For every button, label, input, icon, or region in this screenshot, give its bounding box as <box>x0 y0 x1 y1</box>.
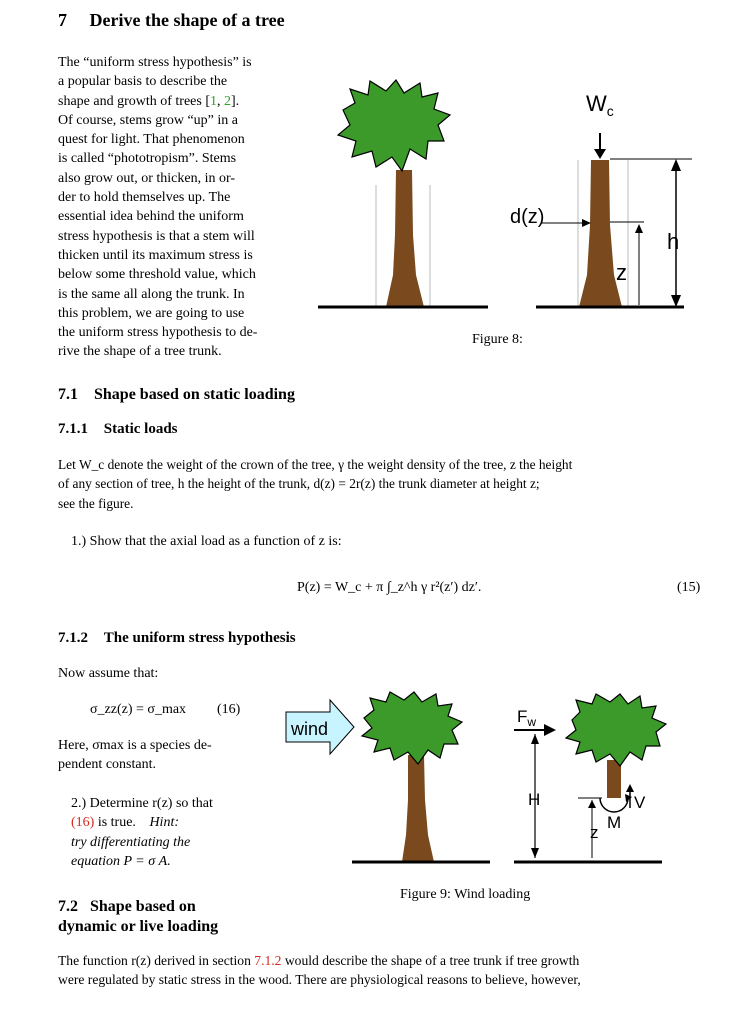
H-arrow-bottom <box>531 848 539 858</box>
trunk-wind-right <box>607 760 621 798</box>
question-2: 2.) Determine r(z) so that (16) is true. Hint: try differentiating the equation P = σ A. <box>71 796 213 869</box>
tree-left-illustration <box>338 80 450 307</box>
intro-line: this problem, we are going to use <box>58 305 245 321</box>
h-arrow-bottom <box>671 295 681 307</box>
intro-line-with-citation: shape and growth of trees [1, 2]. <box>58 93 240 109</box>
H-label: H <box>528 790 541 809</box>
intro-line: essential idea behind the uniform <box>58 209 244 225</box>
intro-line: der to hold themselves up. The <box>58 190 231 206</box>
citation-2[interactable]: 2 <box>224 93 232 109</box>
subsubsection-number: 7.1.2 <box>58 630 88 646</box>
section-title: Derive the shape of a tree <box>89 10 285 30</box>
subsubsection-title: The uniform stress hypothesis <box>103 630 296 646</box>
figure-8-caption: Figure 8: <box>472 332 523 347</box>
wc-label: $W_c$ <box>586 91 614 119</box>
trunk-wind-left <box>402 755 434 862</box>
crown-left <box>338 80 450 171</box>
fw-label: $F_w$ <box>517 707 537 729</box>
z-wind-label: z <box>590 823 599 842</box>
subsection-number: 7.1 <box>58 386 78 403</box>
intro-line: Of course, stems grow “up” in a <box>58 112 239 128</box>
subsection-7-2-heading: 7.2 Shape based on dynamic or live loading <box>58 898 219 935</box>
figure-9-caption: Figure 9: Wind loading <box>400 887 531 902</box>
dz-label: d(z) <box>510 206 545 228</box>
figure-8 <box>310 75 710 320</box>
intro-line: thicken until its maximum stress is <box>58 247 253 263</box>
V-label: V <box>634 793 646 812</box>
paragraph-line: see the figure. <box>58 495 134 511</box>
static-loads-paragraph <box>58 455 718 513</box>
dz-arrow <box>582 219 591 227</box>
sigma-max-note: Here, σmax is a species de- pendent constant. <box>58 738 212 773</box>
fw-arrowhead <box>544 724 556 736</box>
crown-wind-left <box>362 692 462 764</box>
figure-9 <box>282 690 672 870</box>
H-arrow-top <box>531 734 539 744</box>
M-label: M <box>607 813 622 832</box>
intro-paragraph <box>58 53 295 362</box>
subsubsection-7-1-2-heading <box>58 630 296 647</box>
equation-15-number: (15) <box>677 580 701 595</box>
equation-16-number: (16) <box>217 702 241 717</box>
intro-line: The “uniform stress hypothesis” is <box>58 55 252 70</box>
section-7-1-2-link[interactable]: 7.1.2 <box>254 953 282 968</box>
crown-wind-right <box>566 694 666 766</box>
intro-line: is the same all along the trunk. In <box>58 286 245 302</box>
question-1: 1.) Show that the axial load as a function of z is: <box>71 534 342 549</box>
citation-1[interactable]: 1 <box>210 93 218 109</box>
subsubsection-title: Static loads <box>103 421 178 437</box>
z-label: z <box>616 260 627 285</box>
equation-15: P(z) = W_c + π ∫_z^h γ r²(z′) dz′. <box>297 580 482 595</box>
intro-line: also grow out, or thicken, in or- <box>58 170 236 186</box>
section-number: 7 <box>58 10 67 30</box>
dynamic-loading-paragraph: The function r(z) derived in section 7.1.2 would describe the shape of a tree trunk if tree growth were regulated by static stress in the wood. There are physiological reasons to believe, however, <box>58 953 581 988</box>
intro-line: rive the shape of a tree trunk. <box>58 344 222 360</box>
intro-line: is called “phototropism”. Stems <box>58 151 237 167</box>
wind-tree-right <box>566 694 666 798</box>
z-wind-arrow <box>588 800 596 808</box>
paragraph-line: Let W_c denote the weight of the crown of the tree, γ the weight density of the tree, z the height <box>58 457 573 472</box>
intro-line: below some threshold value, which <box>58 267 256 283</box>
subsubsection-number: 7.1.1 <box>58 421 88 437</box>
subsection-number: 7.2 <box>58 898 78 915</box>
z-arrow <box>635 224 643 233</box>
intro-line: the uniform stress hypothesis to de- <box>58 325 258 341</box>
section-heading <box>58 10 285 31</box>
h-arrow-top <box>671 159 681 171</box>
subsection-title: Shape based on static loading <box>94 386 295 403</box>
moment-arc <box>600 798 628 812</box>
assume-text: Now assume that: <box>58 666 159 681</box>
wc-arrowhead <box>594 149 606 159</box>
paragraph-line: of any section of tree, h the height of the trunk, d(z) = 2r(z) the trunk diameter at height z; <box>58 476 540 492</box>
subsubsection-7-1-1-heading <box>58 421 178 438</box>
subsection-7-1-heading <box>58 386 295 404</box>
intro-line: a popular basis to describe the <box>58 74 228 90</box>
equation-16-link[interactable]: (16) <box>71 815 95 831</box>
intro-line: stress hypothesis is that a stem will <box>58 228 255 244</box>
wind-tree-left <box>362 692 462 862</box>
equation-16: σ_zz(z) = σ_max <box>90 702 187 717</box>
h-label: h <box>667 229 680 254</box>
wind-label: wind <box>291 719 329 739</box>
trunk-left <box>386 170 424 307</box>
intro-line: quest for light. That phenomenon <box>58 132 245 148</box>
shear-arrowhead <box>626 784 634 792</box>
